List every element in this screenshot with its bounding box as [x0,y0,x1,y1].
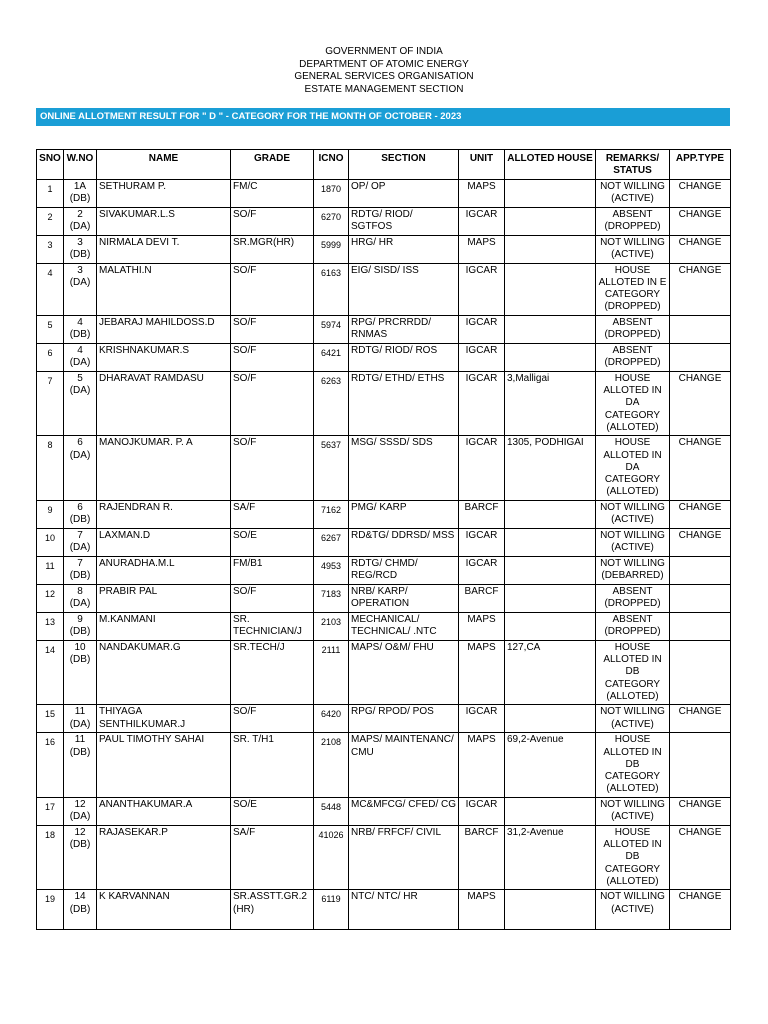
table-row [37,733,731,797]
cell-remarks: ABSENT (DROPPED) [596,207,670,235]
table-row [37,825,731,889]
cell-wno: 14 (DB) [64,890,97,930]
cell-section: EIG/ SISD/ ISS [349,263,459,315]
cell-app-type: CHANGE [670,235,731,263]
cell-name: NIRMALA DEVI T. [97,235,231,263]
cell-wno: 8 (DA) [64,584,97,612]
table-row [37,315,731,343]
cell-unit: IGCAR [459,263,505,315]
cell-sno: 8 [37,436,64,500]
cell-alloted-house [505,612,596,640]
cell-unit: IGCAR [459,436,505,500]
cell-alloted-house [505,556,596,584]
cell-app-type: CHANGE [670,890,731,930]
cell-alloted-house: 127,CA [505,640,596,704]
cell-alloted-house [505,528,596,556]
cell-icno: 6163 [314,263,349,315]
cell-section: RD&TG/ DDRSD/ MSS [349,528,459,556]
cell-name: PAUL TIMOTHY SAHAI [97,733,231,797]
cell-grade: SR.MGR(HR) [231,235,314,263]
table-row [37,640,731,704]
cell-remarks: NOT WILLING (DEBARRED) [596,556,670,584]
col-header-sno: SNO [37,150,64,180]
cell-app-type [670,612,731,640]
cell-name: LAXMAN.D [97,528,231,556]
cell-section: MECHANICAL/ TECHNICAL/ .NTC [349,612,459,640]
cell-wno: 11 (DB) [64,733,97,797]
cell-section: OP/ OP [349,179,459,207]
cell-alloted-house [505,179,596,207]
cell-grade: SO/F [231,705,314,733]
cell-section: MAPS/ MAINTENANC/ CMU [349,733,459,797]
cell-wno: 10 (DB) [64,640,97,704]
cell-section: NRB/ KARP/ OPERATION [349,584,459,612]
cell-grade: SA/F [231,825,314,889]
cell-section: RDTG/ ETHD/ ETHS [349,371,459,435]
cell-sno: 4 [37,263,64,315]
cell-wno: 9 (DB) [64,612,97,640]
cell-unit: IGCAR [459,797,505,825]
cell-alloted-house [505,890,596,930]
table-row [37,556,731,584]
cell-wno: 7 (DB) [64,556,97,584]
cell-app-type: CHANGE [670,371,731,435]
cell-alloted-house: 31,2-Avenue [505,825,596,889]
cell-grade: FM/C [231,179,314,207]
cell-icno: 2111 [314,640,349,704]
cell-remarks: ABSENT (DROPPED) [596,343,670,371]
cell-section: RDTG/ RIOD/ SGTFOS [349,207,459,235]
cell-sno: 14 [37,640,64,704]
cell-name: PRABIR PAL [97,584,231,612]
col-header-unit: UNIT [459,150,505,180]
cell-remarks: NOT WILLING (ACTIVE) [596,528,670,556]
table-row [37,436,731,500]
cell-icno: 6420 [314,705,349,733]
cell-app-type [670,640,731,704]
cell-name: SETHURAM P. [97,179,231,207]
col-header-alloted-house: ALLOTED HOUSE [505,150,596,180]
cell-sno: 16 [37,733,64,797]
cell-alloted-house: 1305, PODHIGAI [505,436,596,500]
cell-app-type: CHANGE [670,500,731,528]
cell-unit: IGCAR [459,556,505,584]
cell-remarks: HOUSE ALLOTED IN E CATEGORY (DROPPED) [596,263,670,315]
cell-icno: 2108 [314,733,349,797]
cell-icno: 7162 [314,500,349,528]
cell-wno: 6 (DA) [64,436,97,500]
cell-section: RDTG/ CHMD/ REG/RCD [349,556,459,584]
cell-unit: IGCAR [459,207,505,235]
cell-name: M.KANMANI [97,612,231,640]
cell-alloted-house: 3,Malligai [505,371,596,435]
table-row [37,179,731,207]
col-header-remarks: REMARKS/ STATUS [596,150,670,180]
cell-remarks: NOT WILLING (ACTIVE) [596,500,670,528]
cell-grade: SO/E [231,797,314,825]
cell-unit: MAPS [459,612,505,640]
table-row [37,612,731,640]
cell-alloted-house [505,705,596,733]
cell-unit: IGCAR [459,343,505,371]
cell-section: PMG/ KARP [349,500,459,528]
cell-icno: 1870 [314,179,349,207]
cell-wno: 4 (DA) [64,343,97,371]
cell-name: RAJASEKAR.P [97,825,231,889]
cell-app-type [670,556,731,584]
cell-alloted-house [505,235,596,263]
cell-icno: 5448 [314,797,349,825]
cell-sno: 19 [37,890,64,930]
cell-grade: SR. TECHNICIAN/J [231,612,314,640]
cell-remarks: NOT WILLING (ACTIVE) [596,235,670,263]
cell-sno: 10 [37,528,64,556]
cell-unit: MAPS [459,179,505,207]
cell-name: ANURADHA.M.L [97,556,231,584]
cell-wno: 5 (DA) [64,371,97,435]
header-line-2: DEPARTMENT OF ATOMIC ENERGY [299,58,469,70]
cell-unit: MAPS [459,890,505,930]
cell-icno: 6270 [314,207,349,235]
col-header-name: NAME [97,150,231,180]
cell-unit: BARCF [459,825,505,889]
cell-remarks: ABSENT (DROPPED) [596,584,670,612]
cell-icno: 2103 [314,612,349,640]
cell-icno: 6267 [314,528,349,556]
cell-remarks: HOUSE ALLOTED IN DA CATEGORY (ALLOTED) [596,371,670,435]
cell-name: JEBARAJ MAHILDOSS.D [97,315,231,343]
cell-icno: 6119 [314,890,349,930]
cell-remarks: NOT WILLING (ACTIVE) [596,705,670,733]
table-header-row [37,150,731,180]
cell-alloted-house [505,584,596,612]
cell-grade: SR. T/H1 [231,733,314,797]
cell-grade: SO/F [231,315,314,343]
cell-unit: IGCAR [459,705,505,733]
cell-name: K KARVANNAN [97,890,231,930]
cell-sno: 18 [37,825,64,889]
cell-unit: BARCF [459,584,505,612]
cell-section: MSG/ SSSD/ SDS [349,436,459,500]
cell-grade: SO/F [231,584,314,612]
cell-wno: 6 (DB) [64,500,97,528]
cell-section: RPG/ RPOD/ POS [349,705,459,733]
cell-name: MANOJKUMAR. P. A [97,436,231,500]
cell-grade: SO/F [231,207,314,235]
cell-unit: MAPS [459,640,505,704]
header-line-3: GENERAL SERVICES ORGANISATION [294,71,474,82]
cell-app-type: CHANGE [670,528,731,556]
cell-app-type: CHANGE [670,179,731,207]
table-row [37,797,731,825]
cell-sno: 13 [37,612,64,640]
cell-app-type [670,733,731,797]
cell-remarks: HOUSE ALLOTED IN DB CATEGORY (ALLOTED) [596,733,670,797]
table-row [37,500,731,528]
cell-name: DHARAVAT RAMDASU [97,371,231,435]
table-body [37,179,731,930]
cell-sno: 12 [37,584,64,612]
cell-app-type [670,584,731,612]
table-row [37,263,731,315]
cell-app-type: CHANGE [670,263,731,315]
cell-remarks: HOUSE ALLOTED IN DB CATEGORY (ALLOTED) [596,825,670,889]
cell-sno: 15 [37,705,64,733]
cell-grade: SO/E [231,528,314,556]
cell-unit: BARCF [459,500,505,528]
cell-alloted-house [505,343,596,371]
cell-grade: SO/F [231,343,314,371]
cell-alloted-house [505,500,596,528]
cell-grade: SO/F [231,436,314,500]
document-header [0,46,768,96]
cell-wno: 1A (DB) [64,179,97,207]
table-row [37,207,731,235]
cell-name: RAJENDRAN R. [97,500,231,528]
table-row [37,235,731,263]
cell-app-type: CHANGE [670,797,731,825]
cell-section: HRG/ HR [349,235,459,263]
cell-app-type: CHANGE [670,825,731,889]
cell-sno: 11 [37,556,64,584]
cell-app-type: CHANGE [670,207,731,235]
header-line-1: GOVERNMENT OF INDIA [325,46,443,57]
cell-icno: 4953 [314,556,349,584]
cell-icno: 6421 [314,343,349,371]
cell-grade: SR.ASSTT.GR.2 (HR) [231,890,314,930]
table-row [37,371,731,435]
cell-remarks: HOUSE ALLOTED IN DB CATEGORY (ALLOTED) [596,640,670,704]
cell-icno: 41026 [314,825,349,889]
cell-icno: 5974 [314,315,349,343]
col-header-app-type: APP.TYPE [670,150,731,180]
result-banner: ONLINE ALLOTMENT RESULT FOR " D " - CATEGORY FOR THE MONTH OF OCTOBER - 2023 [36,108,730,126]
cell-icno: 5999 [314,235,349,263]
col-header-section: SECTION [349,150,459,180]
cell-section: MC&MFCG/ CFED/ CG [349,797,459,825]
cell-alloted-house [505,797,596,825]
col-header-grade: GRADE [231,150,314,180]
cell-section: MAPS/ O&M/ FHU [349,640,459,704]
cell-sno: 7 [37,371,64,435]
cell-remarks: NOT WILLING (ACTIVE) [596,797,670,825]
cell-remarks: HOUSE ALLOTED IN DA CATEGORY (ALLOTED) [596,436,670,500]
cell-wno: 12 (DB) [64,825,97,889]
cell-section: NRB/ FRFCF/ CIVIL [349,825,459,889]
table-row [37,343,731,371]
cell-grade: SO/F [231,263,314,315]
table-row [37,584,731,612]
cell-remarks: NOT WILLING (ACTIVE) [596,179,670,207]
cell-wno: 7 (DA) [64,528,97,556]
cell-section: RDTG/ RIOD/ ROS [349,343,459,371]
cell-unit: IGCAR [459,315,505,343]
col-header-wno: W.NO [64,150,97,180]
cell-alloted-house [505,315,596,343]
cell-remarks: ABSENT (DROPPED) [596,315,670,343]
cell-sno: 5 [37,315,64,343]
header-line-4: ESTATE MANAGEMENT SECTION [304,83,464,95]
table-row [37,705,731,733]
cell-app-type [670,315,731,343]
cell-grade: SO/F [231,371,314,435]
cell-wno: 11 (DA) [64,705,97,733]
allotment-table [36,149,731,930]
cell-section: RPG/ PRCRRDD/ RNMAS [349,315,459,343]
cell-wno: 3 (DA) [64,263,97,315]
cell-name: THIYAGA SENTHILKUMAR.J [97,705,231,733]
cell-wno: 3 (DB) [64,235,97,263]
cell-alloted-house [505,263,596,315]
cell-app-type: CHANGE [670,705,731,733]
cell-unit: IGCAR [459,371,505,435]
cell-name: NANDAKUMAR.G [97,640,231,704]
cell-unit: IGCAR [459,528,505,556]
cell-name: MALATHI.N [97,263,231,315]
cell-name: SIVAKUMAR.L.S [97,207,231,235]
cell-icno: 5637 [314,436,349,500]
cell-name: ANANTHAKUMAR.A [97,797,231,825]
cell-sno: 17 [37,797,64,825]
cell-name: KRISHNAKUMAR.S [97,343,231,371]
cell-sno: 1 [37,179,64,207]
cell-alloted-house [505,207,596,235]
table-row [37,890,731,930]
cell-wno: 2 (DA) [64,207,97,235]
cell-app-type: CHANGE [670,436,731,500]
cell-sno: 2 [37,207,64,235]
cell-sno: 6 [37,343,64,371]
cell-grade: SA/F [231,500,314,528]
cell-unit: MAPS [459,235,505,263]
col-header-icno: ICNO [314,150,349,180]
cell-app-type [670,343,731,371]
cell-sno: 9 [37,500,64,528]
cell-icno: 6263 [314,371,349,435]
cell-grade: SR.TECH/J [231,640,314,704]
cell-section: NTC/ NTC/ HR [349,890,459,930]
cell-unit: MAPS [459,733,505,797]
cell-wno: 4 (DB) [64,315,97,343]
cell-wno: 12 (DA) [64,797,97,825]
cell-alloted-house: 69,2-Avenue [505,733,596,797]
cell-icno: 7183 [314,584,349,612]
cell-grade: FM/B1 [231,556,314,584]
cell-remarks: ABSENT (DROPPED) [596,612,670,640]
table-row [37,528,731,556]
cell-sno: 3 [37,235,64,263]
cell-remarks: NOT WILLING (ACTIVE) [596,890,670,930]
